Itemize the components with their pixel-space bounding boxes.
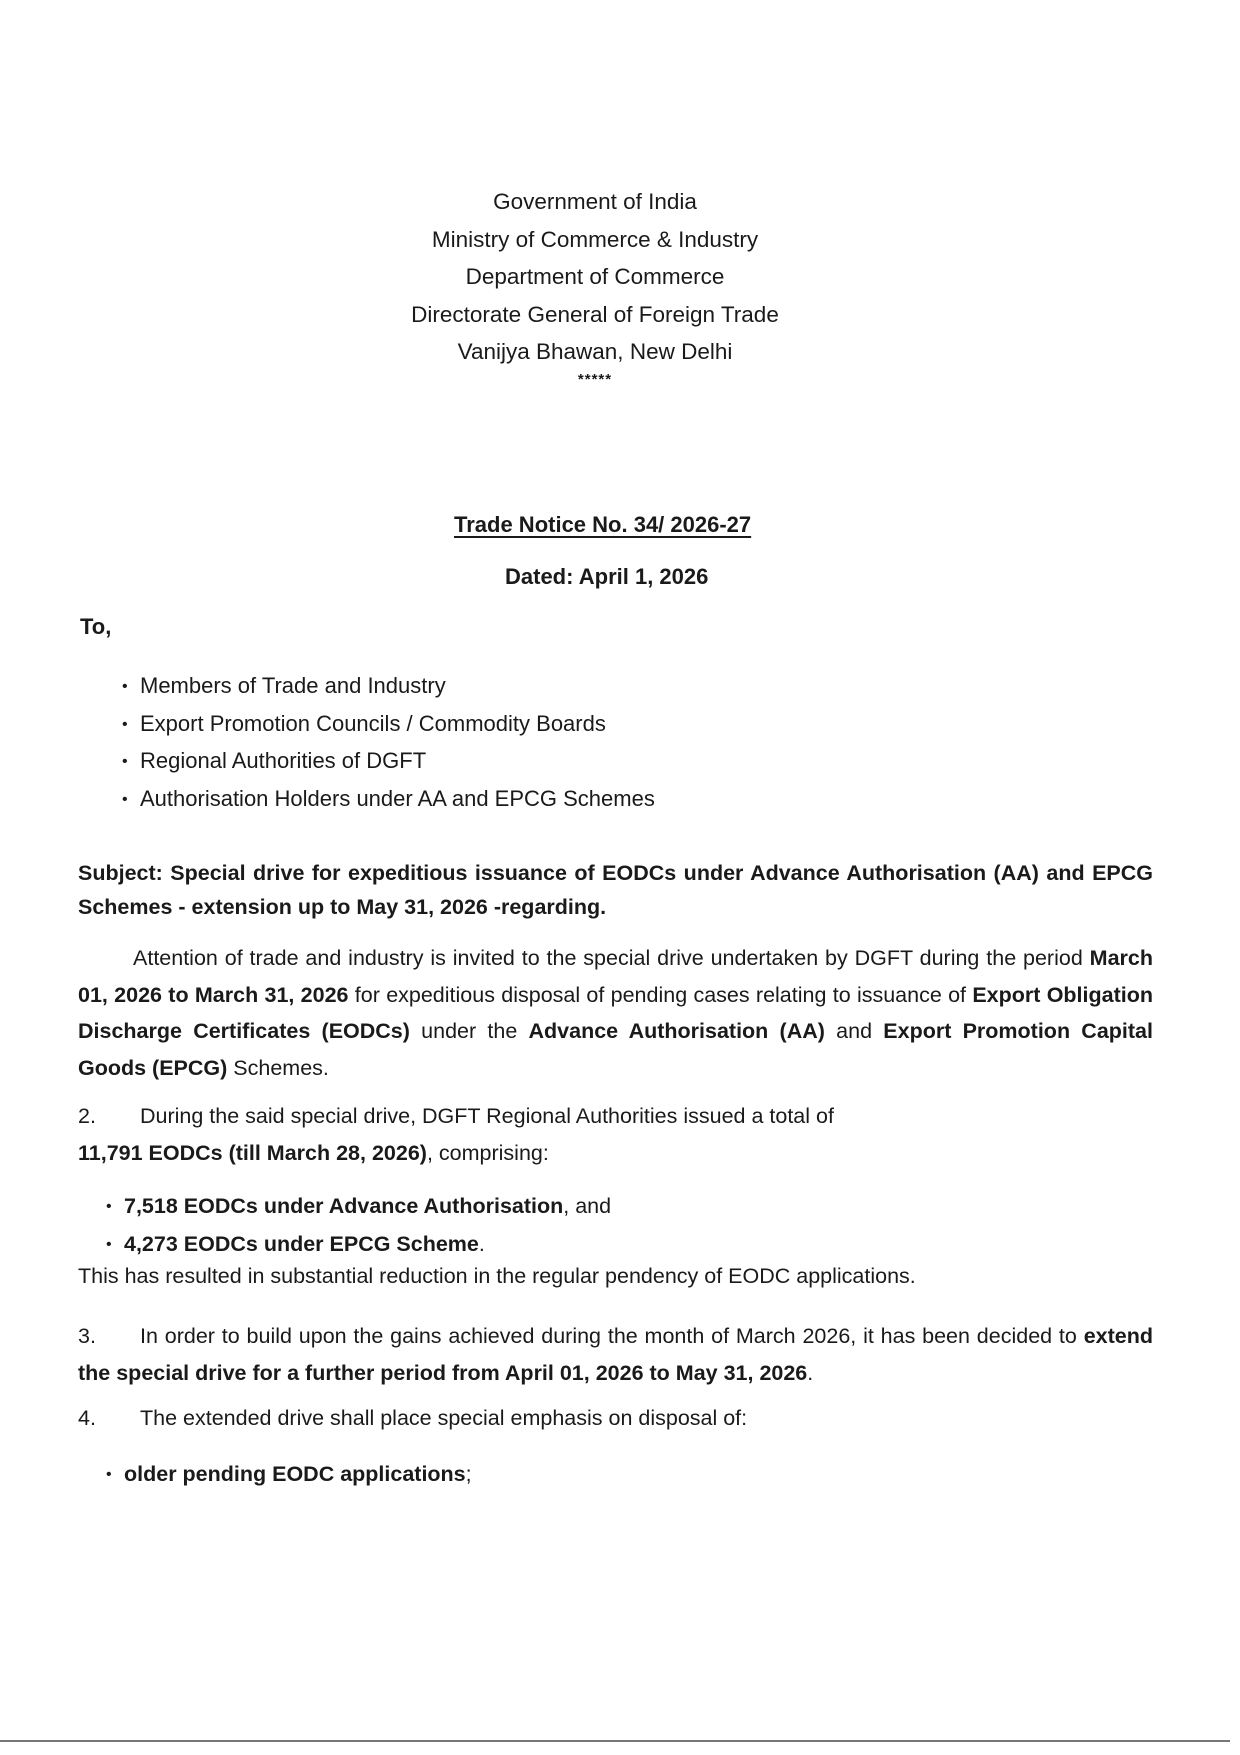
bold-run: older pending EODC applications <box>124 1462 466 1486</box>
recipient-text: Regional Authorities of DGFT <box>140 748 427 773</box>
text-run: During the said special drive, DGFT Regional Authorities issued a total of <box>140 1104 834 1128</box>
text-run: . <box>478 1231 485 1256</box>
paragraph-3 <box>78 1318 1153 1391</box>
bold-run: March 01, 2026 to March 31, 2026 <box>78 946 1153 1007</box>
emphasis-list <box>106 1456 472 1494</box>
text-run: The extended drive shall place special emphasis on disposal of: <box>140 1406 748 1430</box>
text-run: In order to build upon the gains achieved during the month of March 2026, it has been decided to <box>140 1324 1084 1348</box>
list-item <box>106 1226 611 1264</box>
text-run: Schemes. <box>227 1055 329 1080</box>
text-run: . <box>807 1360 814 1385</box>
recipient-item <box>122 706 655 744</box>
letterhead-line-directorate: Directorate General of Foreign Trade <box>411 301 779 327</box>
letterhead-line-ministry: Ministry of Commerce & Industry <box>431 226 759 252</box>
recipient-item <box>122 743 655 781</box>
bold-run: Export Promotion Capital Goods (EPCG) <box>78 1019 1153 1080</box>
paragraph-number: 3. <box>78 1324 96 1348</box>
bold-run: extend the special drive for a further period from April 01, 2026 to May 31, 2026 <box>78 1324 1153 1385</box>
text-run: ; <box>465 1462 472 1486</box>
subject-line: Subject: Special drive for expeditious issuance of EODCs under Advance Authorisation (AA) and EPCG Schemes - extension up to May 31, 2026 -regarding. <box>78 861 1153 919</box>
letterhead-separator: ***** <box>577 370 613 388</box>
paragraph-number: 2. <box>78 1104 96 1128</box>
notice-date: Dated: April 1, 2026 <box>505 564 709 589</box>
text-run: Attention of trade and industry is invited to the special drive undertaken by DGFT during the period <box>133 946 1090 970</box>
bold-run: Advance Authorisation (AA) <box>528 1019 825 1043</box>
letterhead <box>0 183 1190 389</box>
letterhead-line-government: Government of India <box>493 189 697 214</box>
recipient-text: Export Promotion Councils / Commodity Boards <box>140 710 606 736</box>
letterhead-line-department: Department of Commerce <box>465 264 725 289</box>
paragraph-4 <box>78 1400 1153 1437</box>
recipient-list <box>122 668 655 818</box>
recipient-item <box>122 668 655 706</box>
bold-run: 11,791 EODCs (till March 28, 2026) <box>78 1140 427 1165</box>
bold-run: Export Obligation Discharge Certificates (EODCs) <box>78 982 1153 1043</box>
paragraph-number: 4. <box>78 1406 96 1430</box>
trade-notice-number: Trade Notice No. 34/ 2026-27 <box>454 512 752 537</box>
eodc-breakdown-list <box>106 1188 611 1263</box>
text-run: under the <box>409 1019 529 1043</box>
paragraph-1 <box>78 940 1153 1086</box>
bold-run: 7,518 EODCs under Advance Authorisation <box>124 1194 564 1218</box>
text-run: , comprising: <box>426 1140 549 1165</box>
letterhead-line-address: Vanijya Bhawan, New Delhi <box>457 339 733 364</box>
text-run: and <box>824 1019 884 1043</box>
result-statement: This has resulted in substantial reduction in the regular pendency of EODC applications. <box>78 1264 916 1288</box>
recipient-text: Authorisation Holders under AA and EPCG Schemes <box>140 785 655 811</box>
text-run: for expeditious disposal of pending cases relating to issuance of <box>348 982 973 1007</box>
text-run: , and <box>563 1194 612 1218</box>
recipient-text: Members of Trade and Industry <box>140 673 446 698</box>
list-item <box>106 1456 472 1494</box>
recipient-item <box>122 781 655 819</box>
page-bottom-edge <box>0 1740 1230 1742</box>
bold-run: 4,273 EODCs under EPCG Scheme <box>124 1231 479 1256</box>
to-label: To, <box>80 614 112 639</box>
list-item <box>106 1188 611 1226</box>
paragraph-2 <box>78 1098 1153 1171</box>
